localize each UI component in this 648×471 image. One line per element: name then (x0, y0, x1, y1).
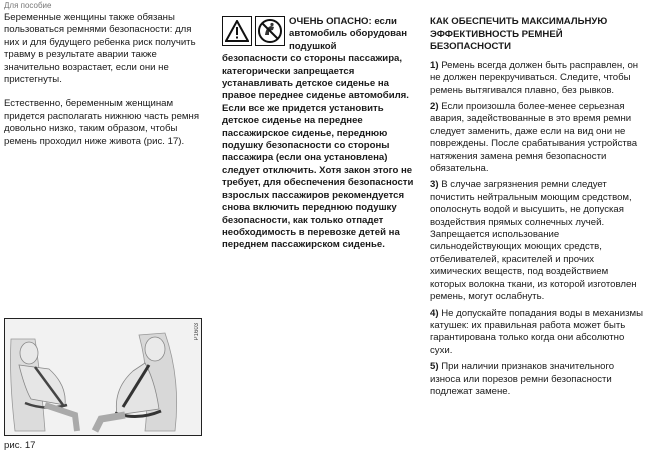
page-header: Для пособие (4, 1, 52, 10)
figure-caption: рис. 17 (4, 440, 36, 451)
pregnant-seatbelt-illustration (5, 319, 201, 435)
warning-triangle-icon (222, 16, 252, 46)
paragraph-pregnant-2: Естественно, беременным женщинам придется располагать нижнюю часть ремня довольно низко, таким образом, чтобы ремень проходил ниже живота (рис. 17). (4, 98, 200, 147)
list-item-1: 1) Ремень всегда должен быть расправлен, он не должен перекручиваться. Следите, чтобы ремень вытягивался плавно, без рывков. (430, 59, 639, 96)
warning-title: ОЧЕНЬ ОПАСНО: если автомобиль оборудован подушкой (289, 16, 408, 52)
list-item-4: 4) Не допускайте попадания воды в механизмы катушек: их правильная работа может быть гарантирована только когда они абсолютно сухи. (430, 307, 643, 356)
warning-body: безопасности со стороны пассажира, категорически запрещается устанавливать детское сиденье на правое переднее сиденье автомобиля. Если все же придется установить детское сиденье на переднее пассажирское сиденье, переднюю подушку безопасности со стороны пассажира (если она установлена) следует отключить. Хотя закон этого не требует, для обеспечения безопасности взрослых пассажиров рекомендуется снова включить переднюю подушку безопасности, как только отпадет необходимость в перевозке детей на переднем пассажирском сиденье. (222, 53, 414, 251)
figure-17 (4, 318, 202, 436)
list-item-2: 2) Если произошла более-менее серьезная авария, задействованные в это время ремни следует заменить, даже если на вид они не повреждены. После срабатывания устройства натяжения замена ремня безопасности обязательна. (430, 101, 638, 175)
paragraph-pregnant-1: Беременные женщины также обязаны пользоваться ремнями безопасности: для них и для будущего ребенка риск получить травму в результате аварии также значительно возрастает, если они не пристегнуты. (4, 12, 196, 86)
no-child-seat-icon (255, 16, 285, 46)
column-2-warning (222, 0, 418, 252)
column-3 (430, 0, 644, 402)
list-item-3: 3) В случае загрязнения ремни следует почистить нейтральным моющим средством, ополоснуть водой и высушить, не допуская воздействия прямых солнечных лучей. Запрещается использование сильнодействующих моющих средств, отбеливателей, красителей и прочих химических веществ, под воздействием которых волокна ткани, из которой изготовлен ремень, могут ослабнуть. (430, 179, 637, 303)
warning-icons (222, 16, 285, 46)
warning-header (222, 16, 418, 53)
section-title: КАК ОБЕСПЕЧИТЬ МАКСИМАЛЬНУЮ ЭФФЕКТИВНОСТЬ РЕМНЕЙ БЕЗОПАСНОСТИ (430, 16, 608, 53)
column-1 (4, 0, 204, 148)
figure-code: P1603 (194, 323, 200, 341)
list-item-5: 5) При наличии признаков значительного износа или порезов ремни безопасности подлежат замене. (430, 361, 615, 397)
